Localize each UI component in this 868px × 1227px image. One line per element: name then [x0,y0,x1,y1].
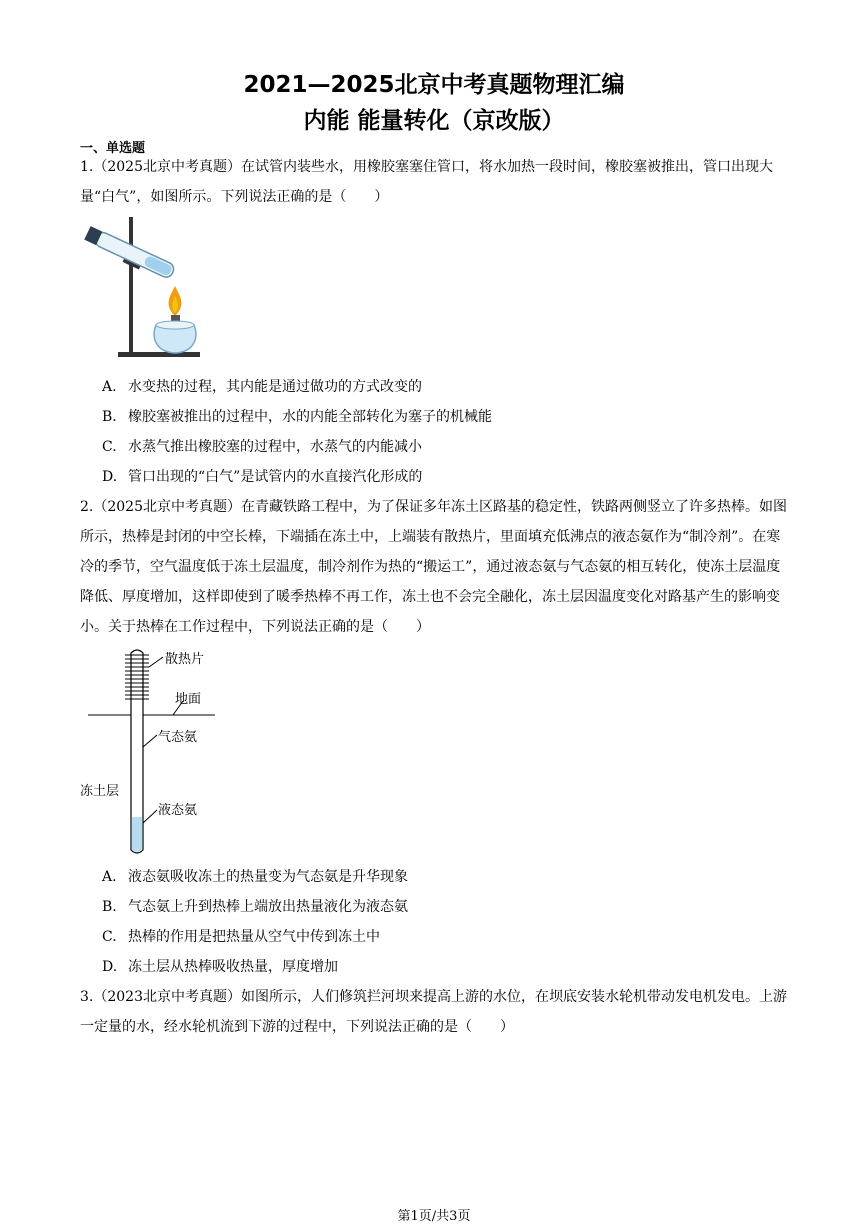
q2-option-d-text: 冻土层从热棒吸收热量，厚度增加 [128,959,338,975]
q1-option-b-key: B. [102,409,117,425]
q1-option-c [102,436,422,456]
q1-option-a [102,376,422,396]
q2-option-b [102,896,408,916]
ground-label: 地面 [175,692,202,707]
test-tube-heating-figure [78,212,208,367]
q2-option-d [102,956,338,976]
q2-option-a-key: A. [102,869,117,885]
q1-option-b [102,406,492,426]
gas-ammonia-label: 气态氨 [158,730,198,745]
liquid-ammonia-label: 液态氨 [158,803,198,818]
question-2-text: 2.（2025北京中考真题）在青藏铁路工程中，为了保证多年冻土区路基的稳定性，铁路两侧竖立了许多热棒。如图所示，热棒是封闭的中空长棒，下端插在冻土中，上端装有散热片，里面填充低沸点的液态氨作为“制冷剂”。在寒冷的季节，空气温度低于冻土层温度，制冷剂作为热的“搬运工”，通过液态氨与气态氨的相互转化，使冻土层温度降低、厚度增加，这样即使到了暖季热棒不再工作，冻土也不会完全融化，冻土层因温度变化对路基产生的影响变小。关于热棒在工作过程中，下列说法正确的是（ ） [80,499,787,635]
q2-option-a [102,866,408,886]
q1-option-d-key: D. [102,469,118,485]
q2-option-a-text: 液态氨吸收冻土的热量变为气态氨是升华现象 [128,869,408,885]
q1-option-d [102,466,422,486]
q1-option-d-text: 管口出现的“白气”是试管内的水直接汽化形成的 [128,469,423,485]
fins-label: 散热片 [165,652,205,667]
document-subtitle: 内能 能量转化（京改版） [303,108,565,134]
question-3-text: 3.（2023北京中考真题）如图所示，人们修筑拦河坝来提高上游的水位，在坝底安装水轮机带动发电机发电。上游一定量的水，经水轮机流到下游的过程中，下列说法正确的是（ ） [80,989,787,1035]
q2-option-c [102,926,380,946]
q2-option-d-key: D. [102,959,118,975]
heat-pipe-figure [85,645,215,860]
q2-option-c-key: C. [102,929,117,945]
section-heading: 一、单选题 [80,141,146,156]
q2-option-b-text: 气态氨上升到热棒上端放出热量液化为液态氨 [128,899,408,915]
q1-option-c-key: C. [102,439,117,455]
q2-option-c-text: 热棒的作用是把热量从空气中传到冻土中 [128,929,380,945]
q1-option-c-text: 水蒸气推出橡胶塞的过程中，水蒸气的内能减小 [128,439,422,455]
q1-option-b-text: 橡胶塞被推出的过程中，水的内能全部转化为塞子的机械能 [128,409,492,425]
q1-option-a-key: A. [102,379,117,395]
frozen-soil-label: 冻土层 [80,784,120,799]
q1-option-a-text: 水变热的过程，其内能是通过做功的方式改变的 [128,379,422,395]
q2-option-b-key: B. [102,899,117,915]
document-title: 2021—2025北京中考真题物理汇编 [243,72,625,98]
page-number: 第1页/共3页 [397,1209,471,1224]
question-1-text: 1.（2025北京中考真题）在试管内装些水，用橡胶塞塞住管口，将水加热一段时间，橡胶塞被推出，管口出现大量“白气”，如图所示。下列说法正确的是（ ） [80,159,773,205]
